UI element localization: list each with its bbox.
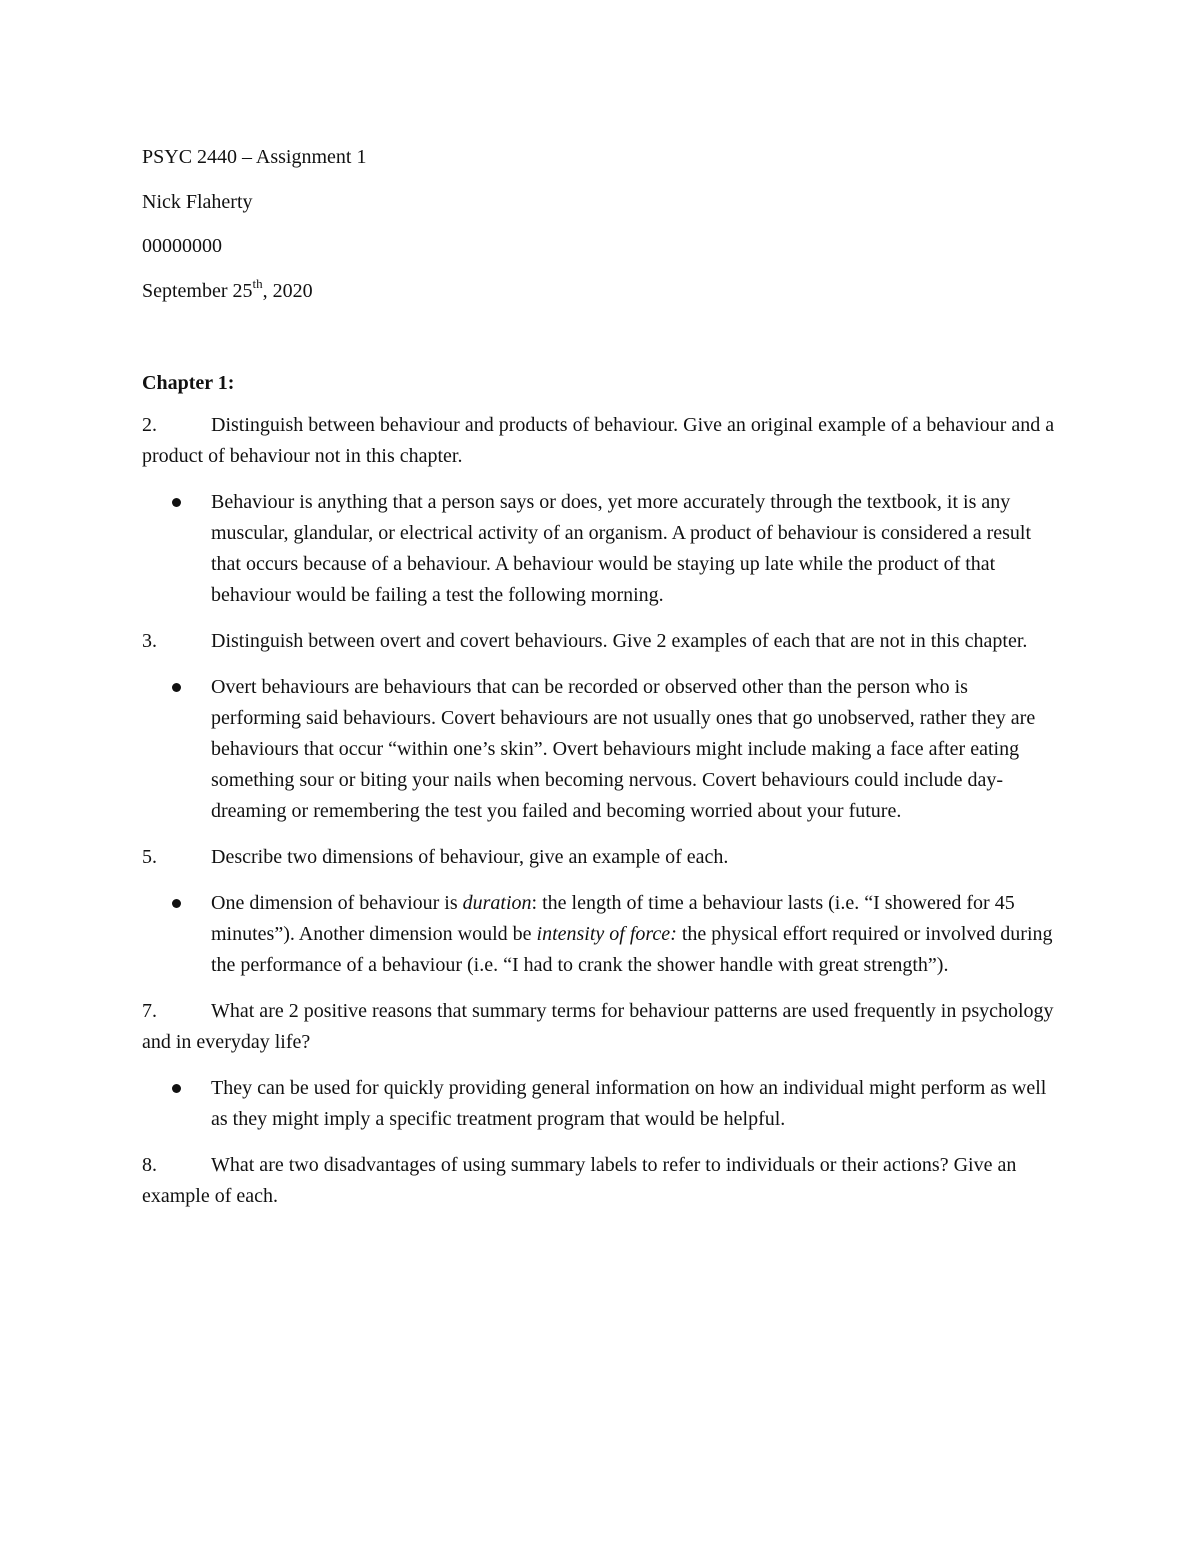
answer-text: Overt behaviours are behaviours that can be recorded or observed other than the person who is performing said behaviours. Covert behaviours are not usually ones that go unobserved, rather they are behaviours that occur “within one’s skin”. Overt behaviours might include making a face after eating something sour or biting your nails when becoming nervous. Covert behaviours could include day-dreaming or remembering the test you failed and becoming worried about your future. (211, 676, 1036, 822)
date-ordinal: th (252, 276, 263, 292)
answer-bullet (211, 888, 1062, 981)
question-number: 7. (142, 1000, 157, 1022)
answer-bullet (211, 1073, 1062, 1135)
question-text: Distinguish between overt and covert behaviours. Give 2 examples of each that are not in this chapter. (211, 630, 1028, 652)
question-text: Distinguish between behaviour and products of behaviour. Give an original example of a behaviour and a product of behaviour not in this chapter. (142, 414, 1055, 467)
question-text: What are 2 positive reasons that summary terms for behaviour patterns are used frequently in psychology and in everyday life? (142, 1000, 1054, 1053)
question (142, 626, 1062, 657)
question (142, 996, 1062, 1058)
term-duration: duration (462, 892, 532, 914)
date-suffix: , 2020 (262, 280, 313, 303)
answer-text: Behaviour is anything that a person says or does, yet more accurately through the textbook, it is any muscular, glandular, or electrical activity of an organism. A product of behaviour is considered a result that occurs because of a behaviour. A behaviour would be staying up late while the product of that behaviour would be failing a test the following morning. (211, 491, 1031, 606)
question-text: What are two disadvantages of using summary labels to refer to individuals or their actions? Give an example of each. (142, 1154, 1017, 1207)
answer-text-part: One dimension of behaviour is (211, 892, 463, 914)
document-header (142, 142, 366, 321)
date-prefix: September 25 (142, 280, 253, 303)
answer-bullet (211, 487, 1062, 611)
question-number: 2. (142, 414, 157, 436)
course-title: PSYC 2440 – Assignment 1 (142, 146, 367, 168)
question-number: 8. (142, 1154, 157, 1176)
question (142, 842, 1062, 873)
bullet-icon (172, 899, 181, 908)
answer-text-part: the physical effort required or involved during the performance of a behaviour (i.e. “I had to crank the shower handle with great strength”). (211, 923, 1053, 976)
bullet-icon (172, 683, 181, 692)
submission-date (142, 276, 366, 321)
answer-bullet (211, 672, 1062, 827)
bullet-icon (172, 1084, 181, 1093)
question (142, 1150, 1062, 1212)
student-name: Nick Flaherty (142, 190, 253, 213)
student-id: 00000000 (142, 235, 222, 258)
chapter-heading: Chapter 1: (142, 372, 235, 394)
question-text: Describe two dimensions of behaviour, give an example of each. (211, 846, 729, 868)
term-intensity-of-force: intensity of force: (536, 923, 677, 945)
answer-text-part: : the length of time a behaviour lasts (i.e. “I showered for 45 minutes”). Another dimension would be (211, 892, 1015, 945)
question (142, 410, 1062, 472)
questions-list (142, 410, 1062, 1227)
answer-text: They can be used for quickly providing general information on how an individual might perform as well as they might imply a specific treatment program that would be helpful. (211, 1077, 1047, 1130)
bullet-icon (172, 498, 181, 507)
question-number: 5. (142, 846, 157, 868)
question-number: 3. (142, 630, 157, 652)
